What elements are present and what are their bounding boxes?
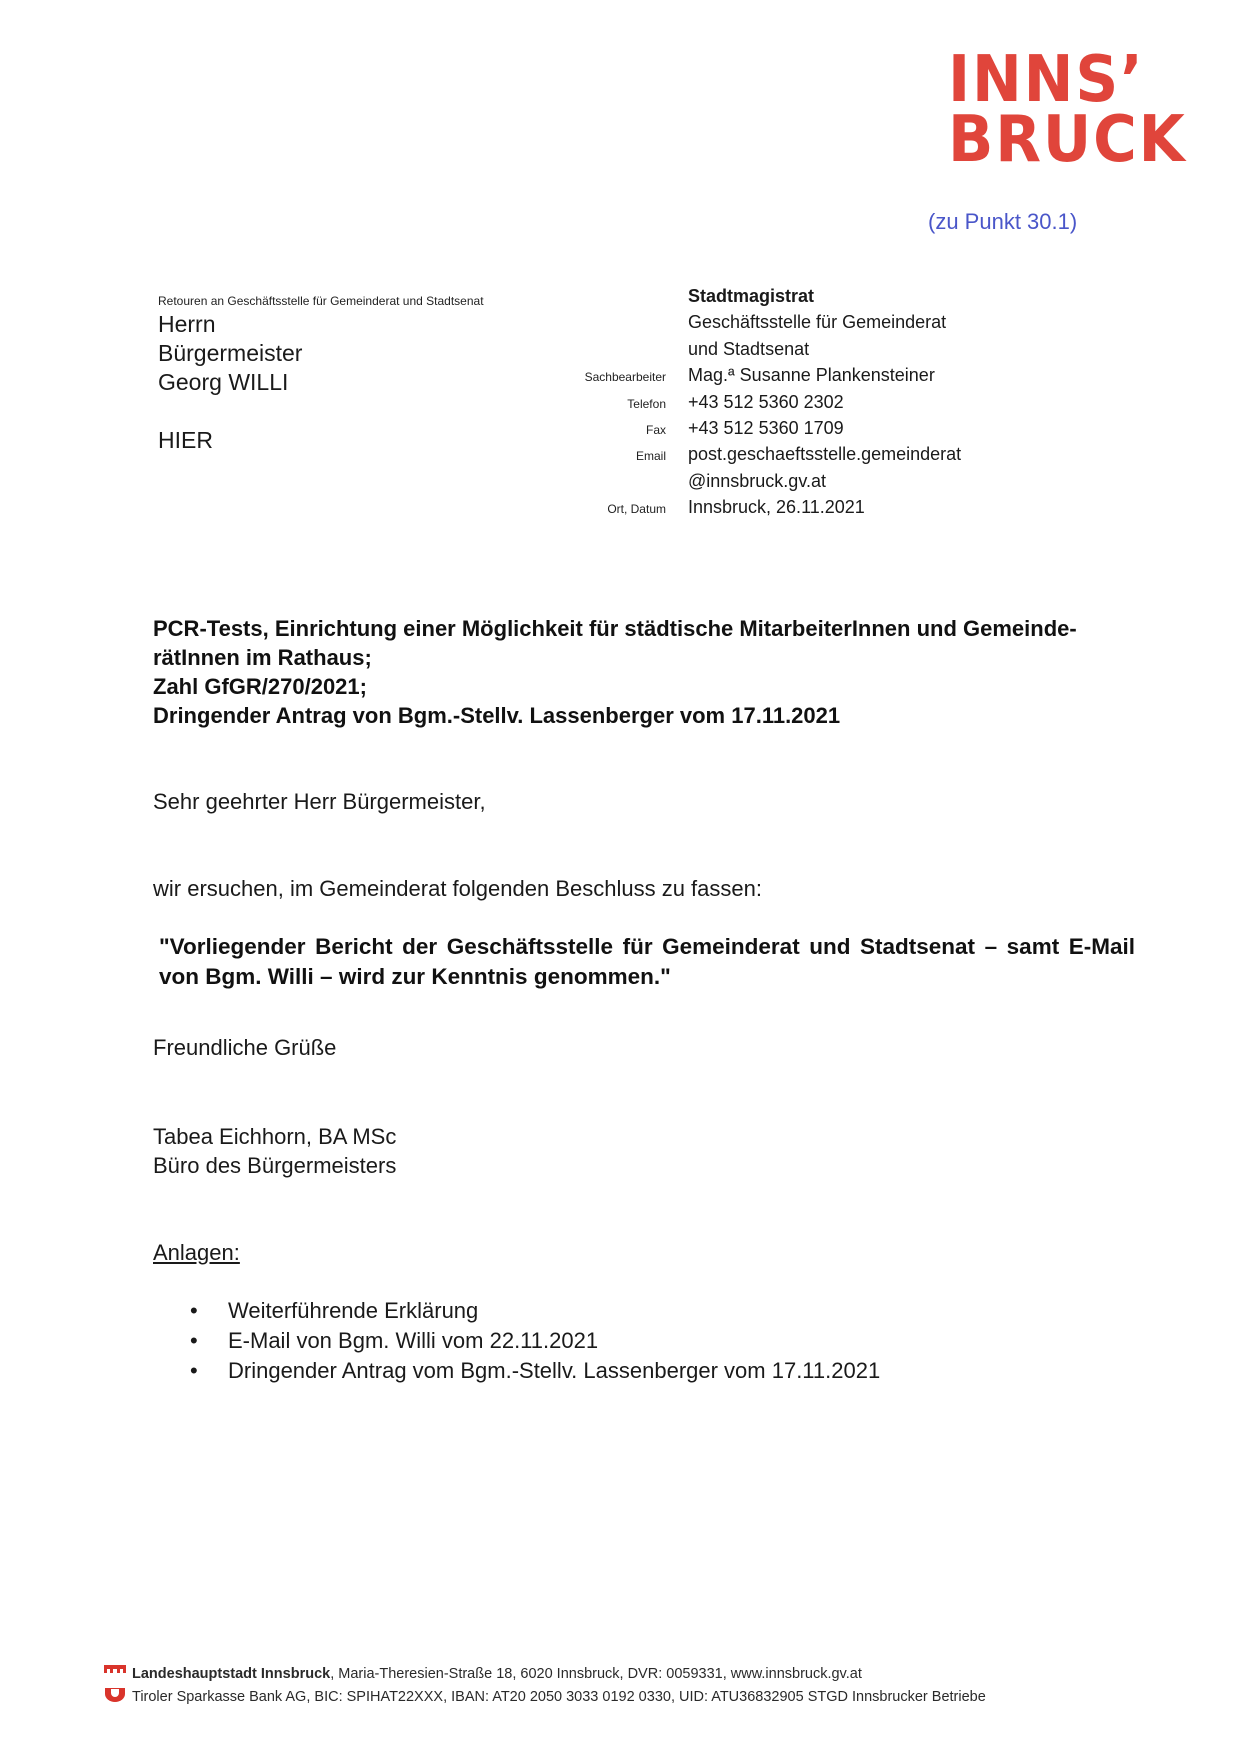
telefon-value: +43 512 5360 2302 (688, 391, 844, 412)
sachbearbeiter-value: Mag.ª Susanne Plankensteiner (688, 365, 935, 386)
sender-office: Stadtmagistrat (688, 286, 815, 306)
footer-bank: Tiroler Sparkasse Bank AG, BIC: SPIHAT22XXX, IBAN: AT20 2050 3033 0192 0330, UID: ATU36832905 STGD Innsbrucker Betriebe (132, 1689, 986, 1705)
subject-line-2: rätInnen im Rathaus; (153, 645, 372, 670)
request-text: wir ersuchen, im Gemeinderat folgenden Beschluss zu fassen: (153, 876, 762, 901)
subject-line-3: Zahl GfGR/270/2021; (153, 674, 367, 699)
email-value-line-1: post.geschaeftsstelle.gemeinderat (688, 444, 962, 465)
footer-address: , Maria-Theresien-Straße 18, 6020 Innsbruck, DVR: 0059331, www.innsbruck.gv.at (330, 1666, 862, 1682)
recipient-block (158, 310, 302, 455)
telefon-label: Telefon (627, 396, 666, 411)
ort-datum-value: Innsbruck, 26.11.2021 (688, 497, 865, 518)
greeting: Freundliche Grüße (153, 1035, 337, 1060)
agenda-reference: (zu Punkt 30.1) (928, 209, 1078, 234)
subject (153, 614, 1133, 730)
list-item: • Dringender Antrag vom Bgm.-Stellv. Lassenberger vom 17.11.2021 (190, 1356, 880, 1386)
recipient-title: Bürgermeister (158, 340, 303, 366)
recipient-name: Georg WILLI (158, 369, 289, 395)
list-item: • Weiterführende Erklärung (190, 1296, 880, 1326)
bullet-icon: • (190, 1328, 198, 1353)
sender-dept-line-1: Geschäftsstelle für Gemeinderat (688, 312, 947, 333)
subject-line-1: PCR-Tests, Einrichtung einer Möglichkeit für städtische MitarbeiterInnen und Gemeinde- (153, 616, 1077, 641)
innsbruck-logo (948, 43, 1187, 177)
fax-label: Fax (645, 422, 666, 437)
signature-name: Tabea Eichhorn, BA MSc (153, 1124, 397, 1149)
resolution-quote: "Vorliegender Bericht der Geschäftsstelle für Gemeinderat und Stadtsenat – samt E-Mail von Bgm. Willi – wird zur Kenntnis genommen." (159, 934, 1135, 989)
bullet-icon: • (190, 1358, 198, 1383)
sender-block (580, 286, 1100, 524)
city-emblem-icon (102, 1663, 132, 1686)
recipient-salutation: Herrn (158, 311, 216, 337)
return-address: Retouren an Geschäftsstelle für Gemeinderat und Stadtsenat (158, 294, 484, 308)
ort-datum-label: Ort, Datum (607, 502, 666, 517)
footer (102, 1663, 986, 1709)
city-shield-icon (102, 1686, 132, 1709)
fax-value: +43 512 5360 1709 (688, 417, 844, 438)
logo-line-2: BRUCK (948, 103, 1187, 177)
email-value-line-2: @innsbruck.gv.at (688, 470, 826, 491)
attachments-list (190, 1296, 880, 1386)
signature (153, 1122, 396, 1180)
email-label: Email (635, 449, 666, 464)
logo-line-1: INNS’ (948, 43, 1145, 117)
subject-line-4: Dringender Antrag von Bgm.-Stellv. Lassenberger vom 17.11.2021 (153, 703, 841, 728)
attachments-heading: Anlagen: (153, 1240, 240, 1265)
footer-city: Landeshauptstadt Innsbruck (132, 1666, 331, 1682)
recipient-location: HIER (158, 427, 213, 453)
salutation: Sehr geehrter Herr Bürgermeister, (153, 789, 486, 814)
list-item: • E-Mail von Bgm. Willi vom 22.11.2021 (190, 1326, 880, 1356)
sachbearbeiter-label: Sachbearbeiter (584, 370, 666, 385)
signature-office: Büro des Bürgermeisters (153, 1153, 397, 1178)
sender-dept-line-2: und Stadtsenat (688, 338, 810, 359)
bullet-icon: • (190, 1298, 198, 1323)
